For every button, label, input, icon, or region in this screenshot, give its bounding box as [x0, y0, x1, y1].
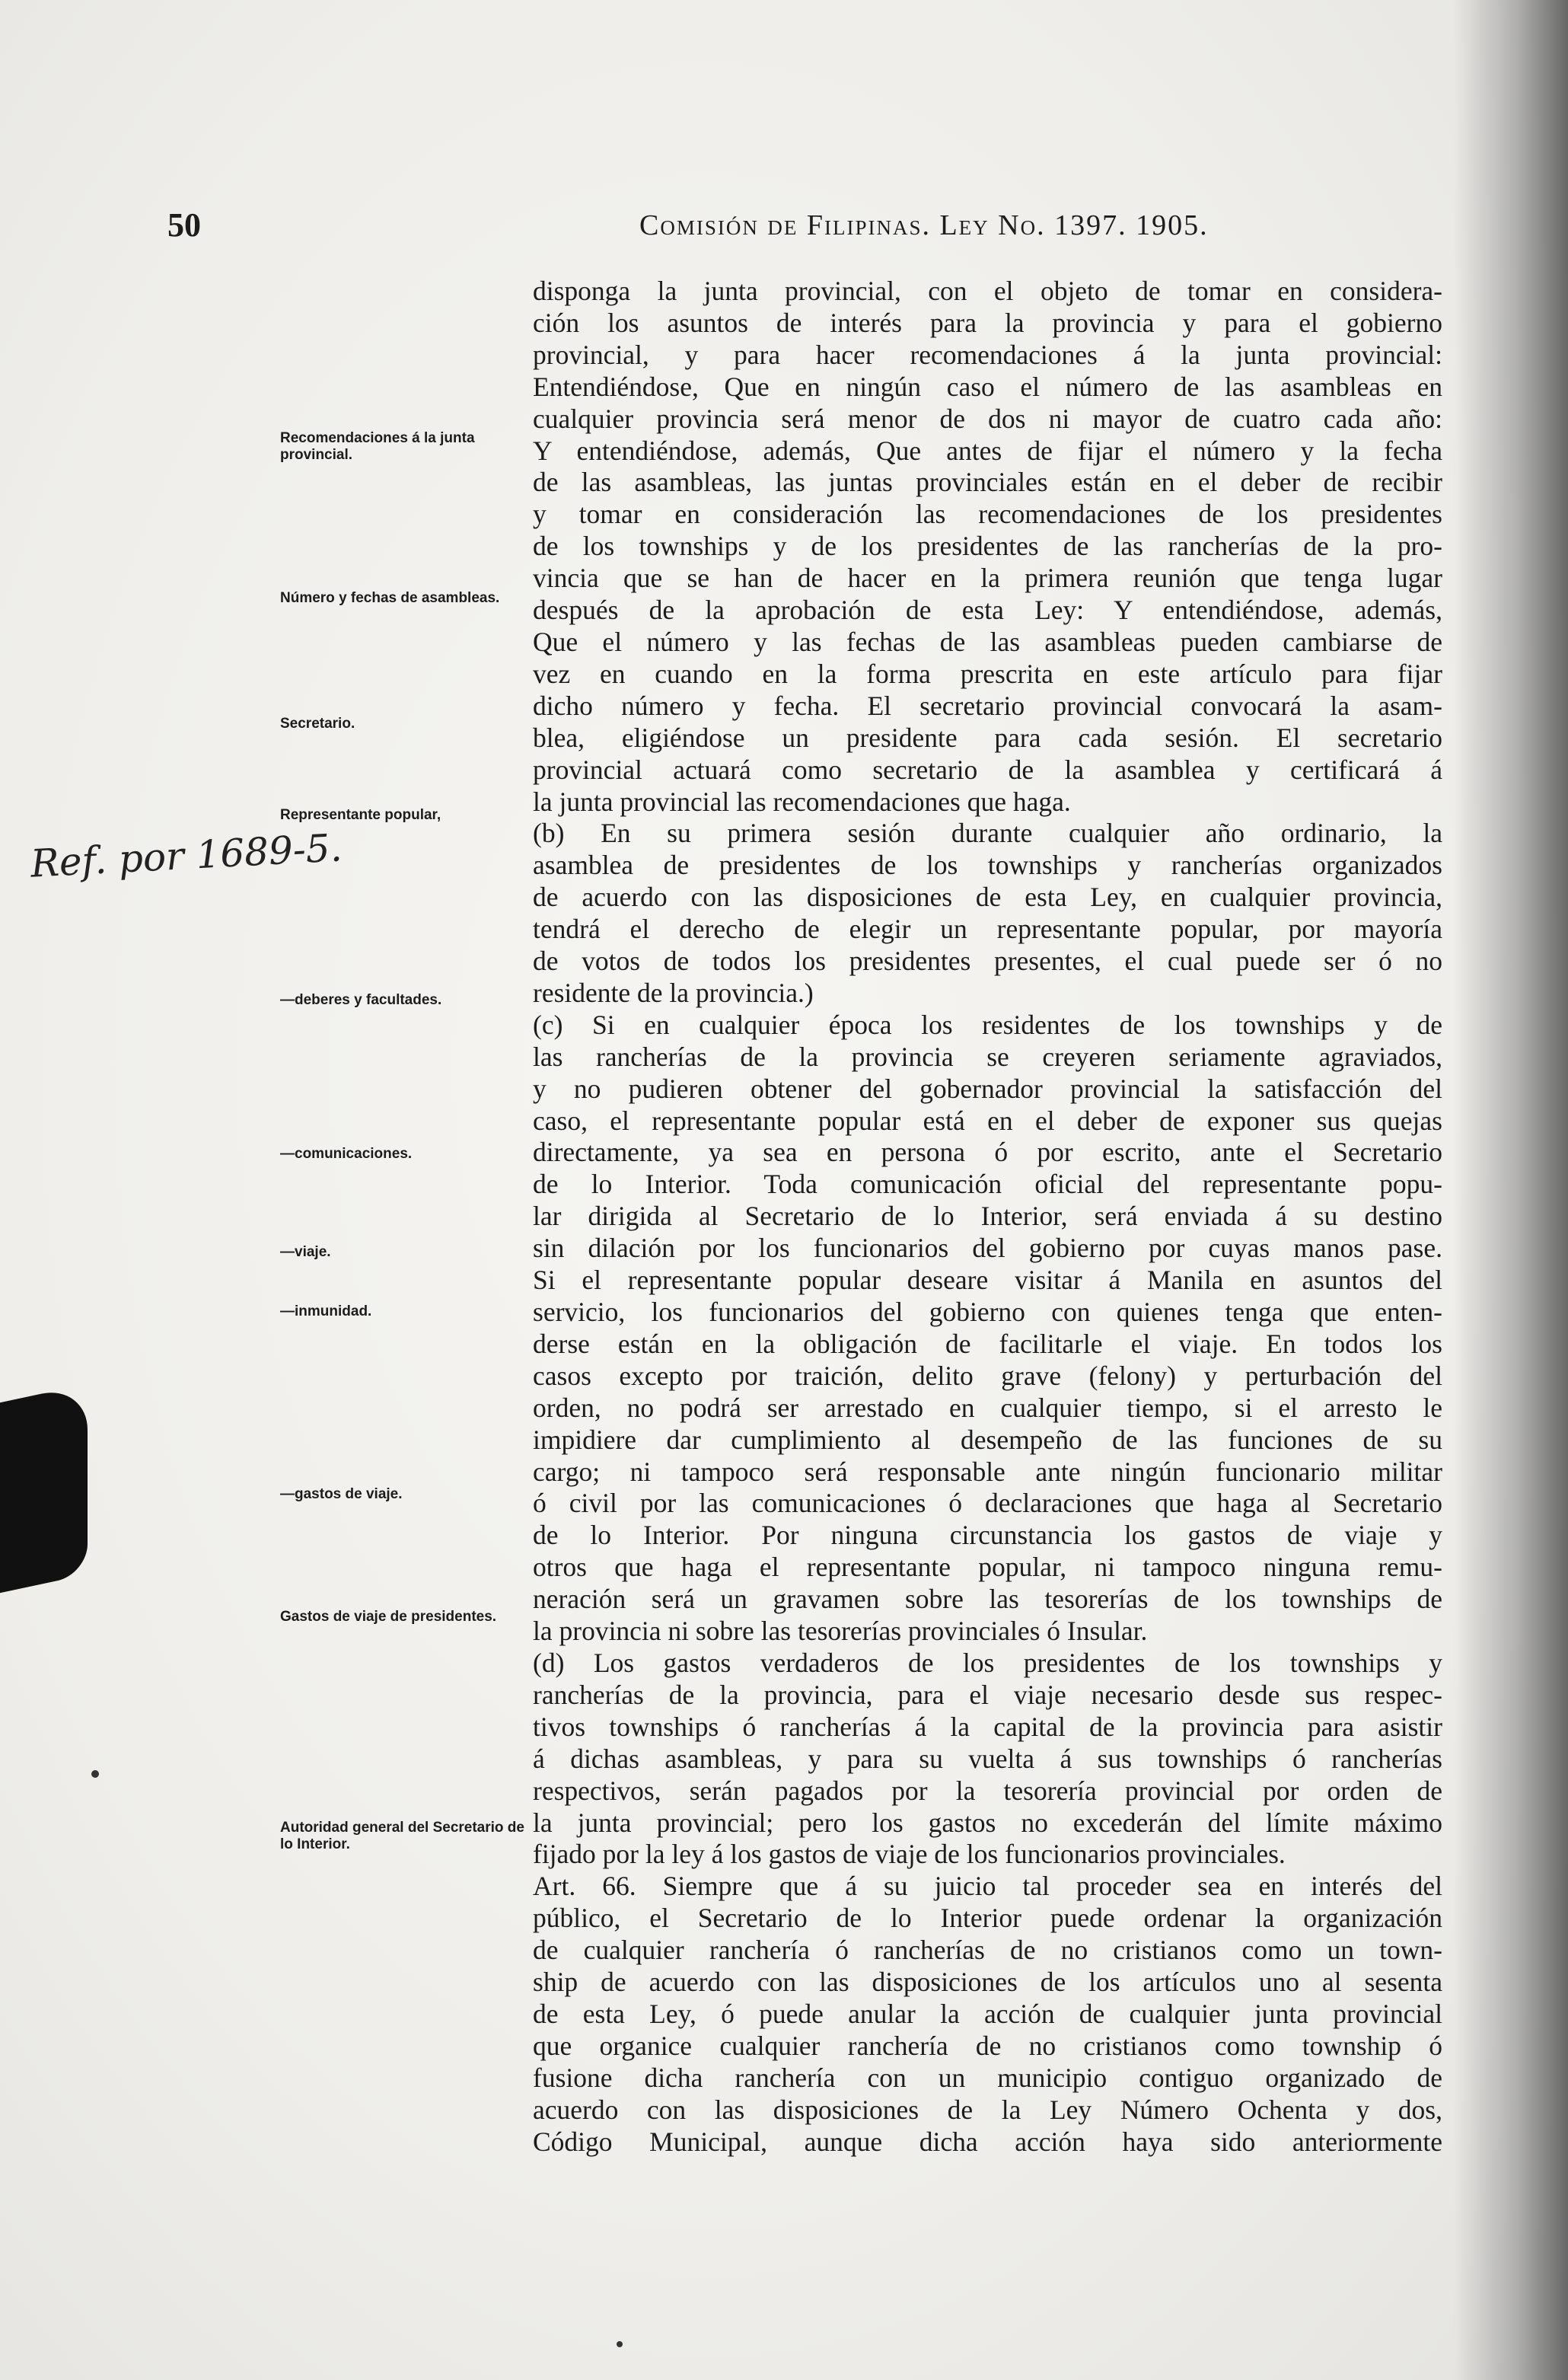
text-line: vez en cuando en la forma prescrita en este artículo para fijar: [533, 658, 1442, 689]
margin-note: Representante popular,: [280, 807, 441, 823]
margin-note: Secretario.: [280, 716, 355, 732]
text-line: provincial, y para hacer recomendaciones á la junta provincial:: [533, 339, 1442, 370]
text-line: Entendiéndose, Que en ningún caso el número de las asambleas en: [533, 371, 1442, 402]
text-line: de lo Interior. Por ninguna circunstancia los gastos de viaje y: [533, 1520, 1442, 1551]
speck: [91, 1770, 99, 1778]
text-line: después de la aprobación de esta Ley: Y entendiéndose, además,: [533, 595, 1442, 626]
running-head: Comisión de Filipinas. Ley No. 1397. 1905.: [639, 209, 1209, 241]
text-line: disponga la junta provincial, con el objeto de tomar en considera-: [533, 276, 1442, 306]
margin-note: —gastos de viaje.: [280, 1486, 403, 1502]
margin-note: Autoridad general del Secretario de lo Interior.: [280, 1820, 524, 1852]
text-line: casos excepto por traición, delito grave (felony) y perturbación del: [533, 1360, 1442, 1391]
text-line: cualquier provincia será menor de dos ni mayor de cuatro cada año:: [533, 403, 1442, 434]
text-line: que organice cualquier ranchería de no cristianos como township ó: [533, 2030, 1442, 2061]
body-text: [533, 276, 1442, 2158]
text-line: (d) Los gastos verdaderos de los presidentes de los townships y: [533, 1647, 1442, 1678]
text-line: derse están en la obligación de facilitarle el viaje. En todos los: [533, 1328, 1442, 1359]
text-line: de esta Ley, ó puede anular la acción de cualquier junta provincial: [533, 1998, 1442, 2029]
text-line: (c) Si en cualquier época los residentes de los townships y de: [533, 1009, 1442, 1040]
text-line: respectivos, serán pagados por la tesorería provincial por orden de: [533, 1775, 1442, 1806]
text-line: ción los asuntos de interés para la provincia y para el gobierno: [533, 307, 1442, 338]
text-line: fusione dicha ranchería con un municipio contiguo organizado de: [533, 2062, 1442, 2093]
text-line: de las asambleas, las juntas provinciales están en el deber de recibir: [533, 467, 1442, 498]
page-header: [160, 206, 1454, 251]
text-line: de los townships y de los presidentes de las rancherías de la pro-: [533, 531, 1442, 562]
text-line: directamente, ya sea en persona ó por escrito, ante el Secretario: [533, 1137, 1442, 1168]
text-line: las rancherías de la provincia se creyeren seriamente agraviados,: [533, 1041, 1442, 1072]
text-line: impidiere dar cumplimiento al desempeño de las funciones de su: [533, 1424, 1442, 1455]
text-line: residente de la provincia.): [533, 977, 814, 1008]
margin-note: —comunicaciones.: [280, 1146, 413, 1162]
text-line: la junta provincial las recomendaciones que haga.: [533, 786, 1071, 817]
margin-note: Gastos de viaje de presidentes.: [280, 1609, 497, 1625]
text-line: Si el representante popular deseare visitar á Manila en asuntos del: [533, 1265, 1442, 1296]
text-line: provincial actuará como secretario de la asamblea y certificará á: [533, 754, 1442, 785]
speck: [617, 2341, 623, 2347]
text-line: á dichas asambleas, y para su vuelta á sus townships ó rancherías: [533, 1743, 1442, 1774]
text-line: lar dirigida al Secretario de lo Interior, será enviada á su destino: [533, 1201, 1442, 1232]
text-line: cargo; ni tampoco será responsable ante ningún funcionario militar: [533, 1456, 1442, 1487]
text-line: y tomar en consideración las recomendaciones de los presidentes: [533, 499, 1442, 530]
text-line: la junta provincial; pero los gastos no excederán del límite máximo: [533, 1807, 1442, 1838]
text-line: Art. 66. Siempre que á su juicio tal proceder sea en interés del: [533, 1871, 1442, 1902]
text-line: orden, no podrá ser arrestado en cualquier tiempo, si el arresto le: [533, 1392, 1442, 1423]
ink-blot: [0, 1384, 88, 1593]
text-line: ó civil por las comunicaciones ó declaraciones que haga al Secretario: [533, 1488, 1442, 1519]
text-line: neración será un gravamen sobre las tesorerías de los townships de: [533, 1584, 1442, 1615]
text-line: de votos de todos los presidentes presentes, el cual puede ser ó no: [533, 946, 1442, 977]
page-number: 50: [167, 206, 201, 244]
text-line: tendrá el derecho de elegir un representante popular, por mayoría: [533, 914, 1442, 945]
text-line: la provincia ni sobre las tesorerías provinciales ó Insular.: [533, 1616, 1148, 1647]
text-line: vincia que se han de hacer en la primera reunión que tenga lugar: [533, 563, 1442, 594]
text-line: de acuerdo con las disposiciones de esta Ley, en cualquier provincia,: [533, 882, 1442, 913]
margin-note: Número y fechas de asambleas.: [280, 590, 500, 606]
text-line: Código Municipal, aunque dicha acción haya sido anteriormente: [533, 2126, 1442, 2157]
text-line: de cualquier ranchería ó rancherías de no cristianos como un town-: [533, 1935, 1442, 1966]
text-line: caso, el representante popular está en el deber de exponer sus quejas: [533, 1105, 1442, 1136]
text-line: de lo Interior. Toda comunicación oficial del representante popu-: [533, 1169, 1442, 1200]
text-line: público, el Secretario de lo Interior puede ordenar la organización: [533, 1903, 1442, 1934]
text-line: Que el número y las fechas de las asambleas pueden cambiarse de: [533, 626, 1442, 657]
margin-note: —inmunidad.: [280, 1303, 372, 1319]
margin-note: —deberes y facultades.: [280, 992, 442, 1008]
text-line: asamblea de presidentes de los townships y rancherías organizados: [533, 850, 1442, 881]
text-line: servicio, los funcionarios del gobierno con quienes tenga que enten-: [533, 1297, 1442, 1327]
margin-note: —viaje.: [280, 1244, 331, 1260]
text-line: fijado por la ley á los gastos de viaje de los funcionarios provinciales.: [533, 1839, 1286, 1870]
text-line: tivos townships ó rancherías á la capital de la provincia para asistir: [533, 1711, 1442, 1742]
text-line: blea, eligiéndose un presidente para cada sesión. El secretario: [533, 722, 1442, 753]
page-edge-shadow: [1454, 0, 1568, 2380]
text-line: acuerdo con las disposiciones de la Ley Número Ochenta y dos,: [533, 2094, 1442, 2125]
text-line: ship de acuerdo con las disposiciones de los artículos uno al sesenta: [533, 1967, 1442, 1998]
text-line: sin dilación por los funcionarios del gobierno por cuyas manos pase.: [533, 1233, 1442, 1264]
handwritten-annotation: Ref. por 1689-5.: [29, 825, 343, 886]
text-line: otros que haga el representante popular, ni tampoco ninguna remu-: [533, 1552, 1442, 1583]
text-line: rancherías de la provincia, para el viaje necesario desde sus respec-: [533, 1679, 1442, 1710]
text-line: (b) En su primera sesión durante cualquier año ordinario, la: [533, 818, 1442, 849]
text-line: dicho número y fecha. El secretario provincial convocará la asam-: [533, 690, 1442, 721]
text-line: Y entendiéndose, además, Que antes de fijar el número y la fecha: [533, 435, 1442, 466]
text-line: y no pudieren obtener del gobernador provincial la satisfacción del: [533, 1073, 1442, 1104]
margin-note: Recomendaciones á la junta provincial.: [280, 430, 475, 463]
